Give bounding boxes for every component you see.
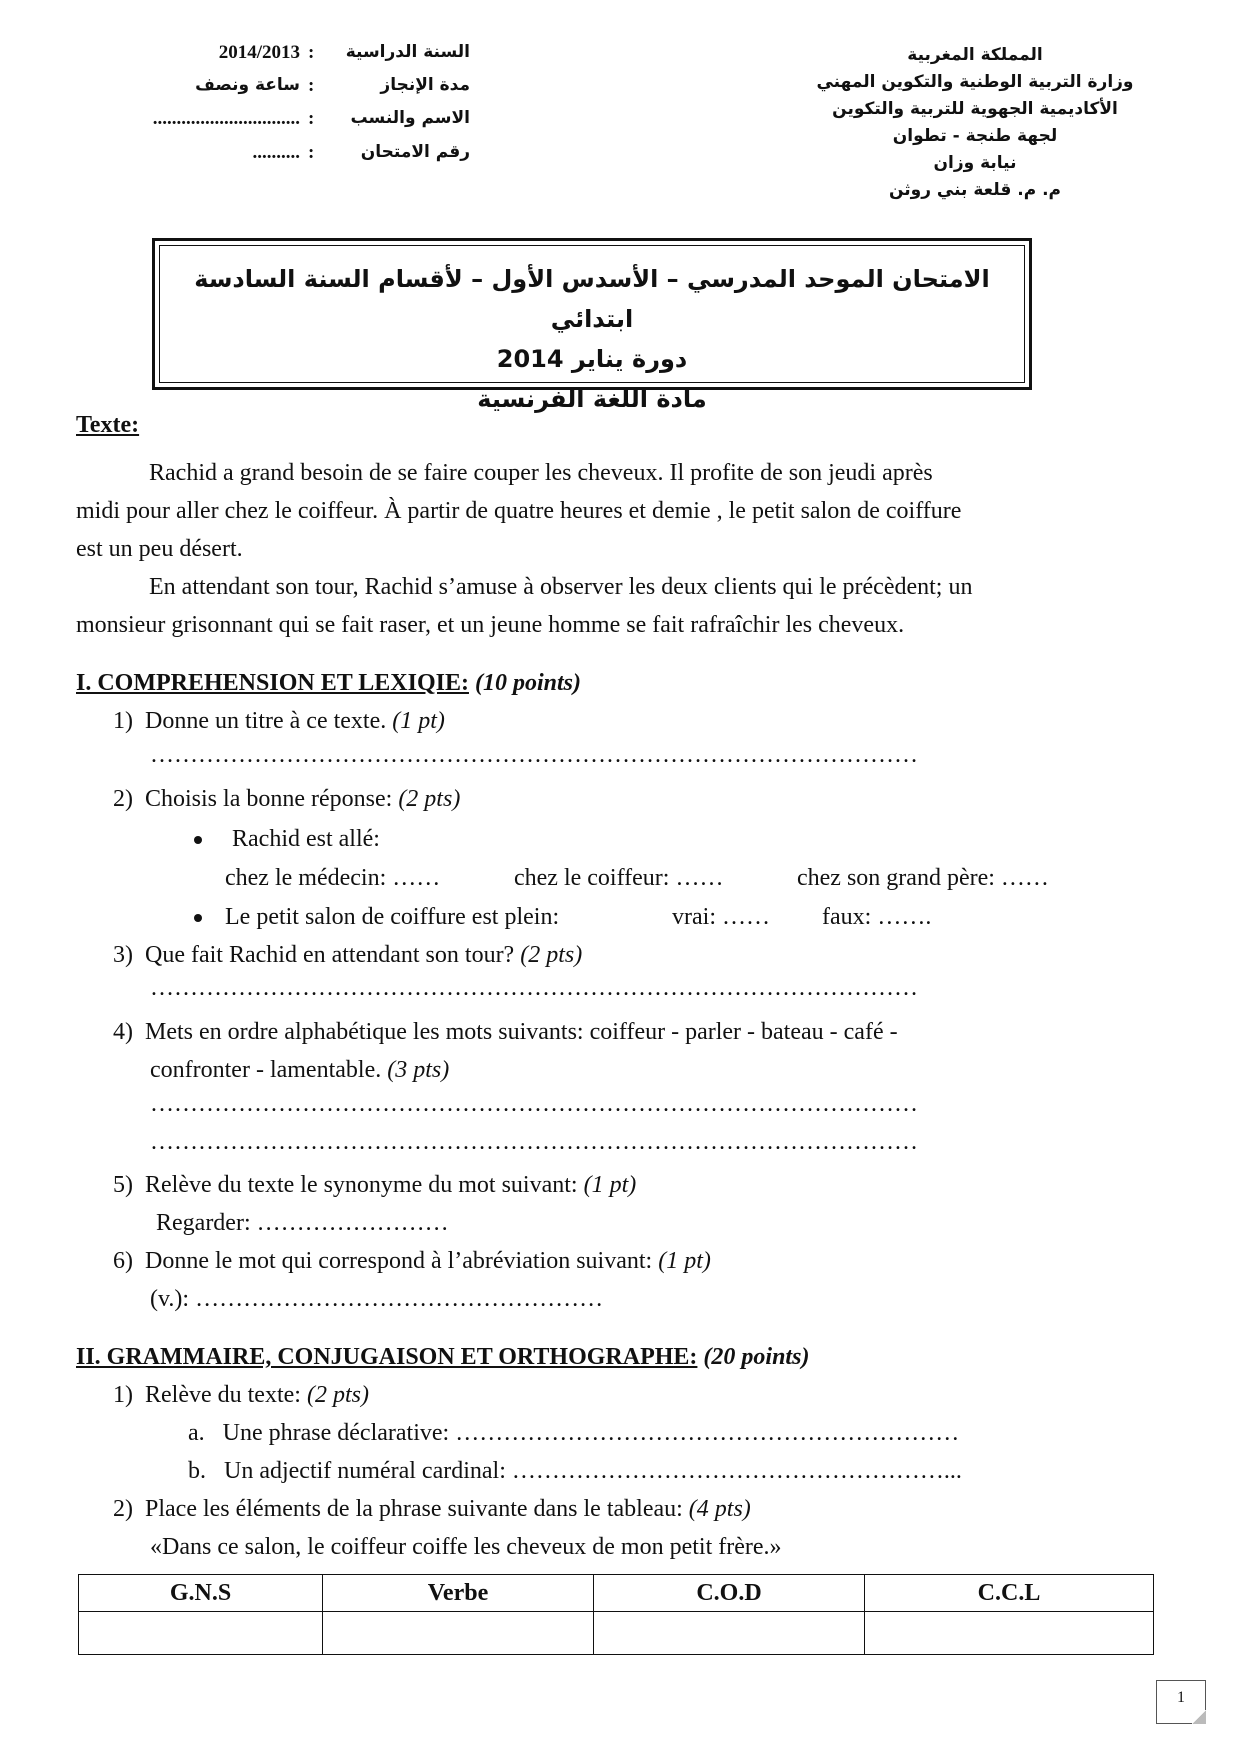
table-header-row bbox=[79, 1575, 1154, 1612]
question-points: (2 pts) bbox=[520, 942, 583, 968]
question-number: 2) bbox=[113, 786, 133, 812]
text-heading: Texte: bbox=[76, 412, 140, 438]
section2-question-2 bbox=[113, 1490, 751, 1528]
cell-cod[interactable] bbox=[594, 1612, 865, 1655]
text-line: Rachid a grand besoin de se faire couper les cheveux. Il profite de son jeudi après bbox=[149, 460, 933, 486]
subquestion-b bbox=[188, 1452, 962, 1490]
question-text: Mets en ordre alphabétique les mots suivants: coiffeur - parler - bateau - café - bbox=[145, 1019, 898, 1045]
bullet-text: Le petit salon de coiffure est plein: bbox=[225, 904, 560, 930]
sub-letter: b. bbox=[188, 1458, 206, 1484]
question-number: 2) bbox=[113, 1496, 133, 1522]
name-label: الاسم والنسب bbox=[350, 108, 470, 128]
grammar-table bbox=[78, 1574, 1154, 1655]
colon: : bbox=[308, 42, 315, 63]
question-text: Relève du texte: bbox=[145, 1382, 301, 1408]
question-points: (2 pts) bbox=[306, 1382, 369, 1408]
column-header-ccl: C.C.L bbox=[865, 1575, 1154, 1612]
colon: : bbox=[308, 75, 315, 96]
table-row bbox=[79, 1612, 1154, 1655]
question-4 bbox=[113, 1013, 898, 1051]
subquestion-a bbox=[188, 1414, 959, 1452]
answer-regarder[interactable]: Regarder: …………………… bbox=[156, 1210, 449, 1236]
header-line: م. م. قلعة بني روثن bbox=[888, 180, 1062, 200]
bullet-icon bbox=[194, 836, 202, 844]
option-grand-pere[interactable]: chez son grand père: …… bbox=[797, 865, 1049, 891]
bullet-icon bbox=[194, 914, 202, 922]
question-2 bbox=[113, 780, 460, 818]
column-header-gns: G.N.S bbox=[79, 1575, 323, 1612]
section1-title: I. COMPREHENSION ET LEXIQIE: bbox=[76, 670, 469, 696]
name-value[interactable]: ............................... bbox=[152, 108, 300, 129]
column-header-cod: C.O.D bbox=[594, 1575, 865, 1612]
question-points: (1 pt) bbox=[658, 1248, 711, 1274]
option-vrai[interactable]: vrai: …… bbox=[672, 904, 770, 930]
question-text: Relève du texte le synonyme du mot suivant: bbox=[145, 1172, 578, 1198]
text-line: monsieur grisonnant qui se fait raser, et un jeune homme se fait rafraîchir les cheveux. bbox=[76, 612, 905, 638]
answer-abbreviation[interactable]: (v.): …………………………………………… bbox=[150, 1286, 604, 1312]
question-5 bbox=[113, 1166, 636, 1204]
question-number: 1) bbox=[113, 708, 133, 734]
section2-title: II. GRAMMAIRE, CONJUGAISON ET ORTHOGRAPHE: bbox=[76, 1344, 698, 1370]
text-line: midi pour aller chez le coiffeur. À partir de quatre heures et demie , le petit salon de coiffure bbox=[76, 498, 962, 524]
column-header-verbe: Verbe bbox=[323, 1575, 594, 1612]
question-4-cont bbox=[150, 1051, 449, 1089]
school-year-label: السنة الدراسية bbox=[345, 42, 470, 62]
option-faux[interactable]: faux: ……. bbox=[822, 904, 932, 930]
answer-line[interactable]: …………………………………………………………………………………… bbox=[150, 1129, 918, 1155]
question-6 bbox=[113, 1242, 711, 1280]
answer-line[interactable]: …………………………………………………………………………………… bbox=[150, 742, 918, 768]
answer-line[interactable]: …………………………………………………………………………………… bbox=[150, 1091, 918, 1117]
answer-line[interactable]: …………………………………………………………………………………… bbox=[150, 975, 918, 1001]
question-points: (2 pts) bbox=[398, 786, 461, 812]
exam-subject: مادة اللغة الفرنسية bbox=[477, 385, 707, 413]
page-number: 1 bbox=[1156, 1680, 1206, 1724]
cell-verbe[interactable] bbox=[323, 1612, 594, 1655]
question-text: Choisis la bonne réponse: bbox=[145, 786, 393, 812]
exam-session: دورة يناير 2014 bbox=[496, 345, 688, 373]
question-number: 1) bbox=[113, 1382, 133, 1408]
text-line: En attendant son tour, Rachid s’amuse à observer les deux clients qui le précèdent; un bbox=[149, 574, 973, 600]
cell-ccl[interactable] bbox=[865, 1612, 1154, 1655]
question-number: 5) bbox=[113, 1172, 133, 1198]
duration-value: ساعة ونصف bbox=[195, 75, 300, 95]
option-medecin[interactable]: chez le médecin: …… bbox=[225, 865, 441, 891]
sub-letter: a. bbox=[188, 1420, 205, 1446]
question-number: 6) bbox=[113, 1248, 133, 1274]
header-line: الأكاديمية الجهوية للتربية والتكوين bbox=[832, 99, 1118, 119]
header-line: نيابة وزان bbox=[933, 153, 1017, 173]
colon: : bbox=[308, 142, 315, 163]
question-number: 4) bbox=[113, 1019, 133, 1045]
question-text: confronter - lamentable. bbox=[150, 1057, 382, 1083]
cell-gns[interactable] bbox=[79, 1612, 323, 1655]
duration-label: مدة الإنجاز bbox=[380, 75, 470, 95]
text-line: est un peu désert. bbox=[76, 536, 243, 562]
header-line: لجهة طنجة - تطوان bbox=[892, 126, 1058, 146]
sentence-to-analyze: «Dans ce salon, le coiffeur coiffe les cheveux de mon petit frère.» bbox=[150, 1534, 782, 1560]
question-text: Que fait Rachid en attendant son tour? bbox=[145, 942, 515, 968]
header-line: وزارة التربية الوطنية والتكوين المهني bbox=[816, 72, 1134, 92]
school-year-value: 2014/2013 bbox=[218, 42, 300, 63]
question-points: (1 pt) bbox=[392, 708, 445, 734]
section2-points: (20 points) bbox=[703, 1344, 810, 1370]
sub-text[interactable]: Une phrase déclarative: ……………………………………………………… bbox=[222, 1420, 960, 1446]
section2-heading bbox=[76, 1338, 809, 1376]
question-points: (3 pts) bbox=[387, 1057, 450, 1083]
exam-title: الامتحان الموحد المدرسي – الأسدس الأول – لأقسام السنة السادسة ابتدائي bbox=[194, 265, 990, 333]
exam-number-value[interactable]: .......... bbox=[252, 142, 300, 163]
question-points: (4 pts) bbox=[688, 1496, 751, 1522]
question-1 bbox=[113, 702, 445, 740]
header-line: المملكة المغربية bbox=[907, 45, 1043, 65]
section1-heading bbox=[76, 664, 581, 702]
option-coiffeur[interactable]: chez le coiffeur: …… bbox=[514, 865, 724, 891]
sub-text[interactable]: Un adjectif numéral cardinal: ………………………………………………... bbox=[224, 1458, 962, 1484]
bullet-text: Rachid est allé: bbox=[232, 826, 380, 852]
exam-title-box bbox=[152, 238, 1032, 413]
question-3 bbox=[113, 936, 582, 974]
institution-header bbox=[795, 42, 1155, 204]
question-number: 3) bbox=[113, 942, 133, 968]
section1-points: (10 points) bbox=[474, 670, 581, 696]
colon: : bbox=[308, 108, 315, 129]
question-text: Donne le mot qui correspond à l’abréviation suivant: bbox=[145, 1248, 653, 1274]
section2-question-1 bbox=[113, 1376, 369, 1414]
question-text: Donne un titre à ce texte. bbox=[145, 708, 387, 734]
exam-number-label: رقم الامتحان bbox=[360, 142, 470, 162]
question-points: (1 pt) bbox=[583, 1172, 637, 1198]
question-text: Place les éléments de la phrase suivante dans le tableau: bbox=[145, 1496, 683, 1522]
